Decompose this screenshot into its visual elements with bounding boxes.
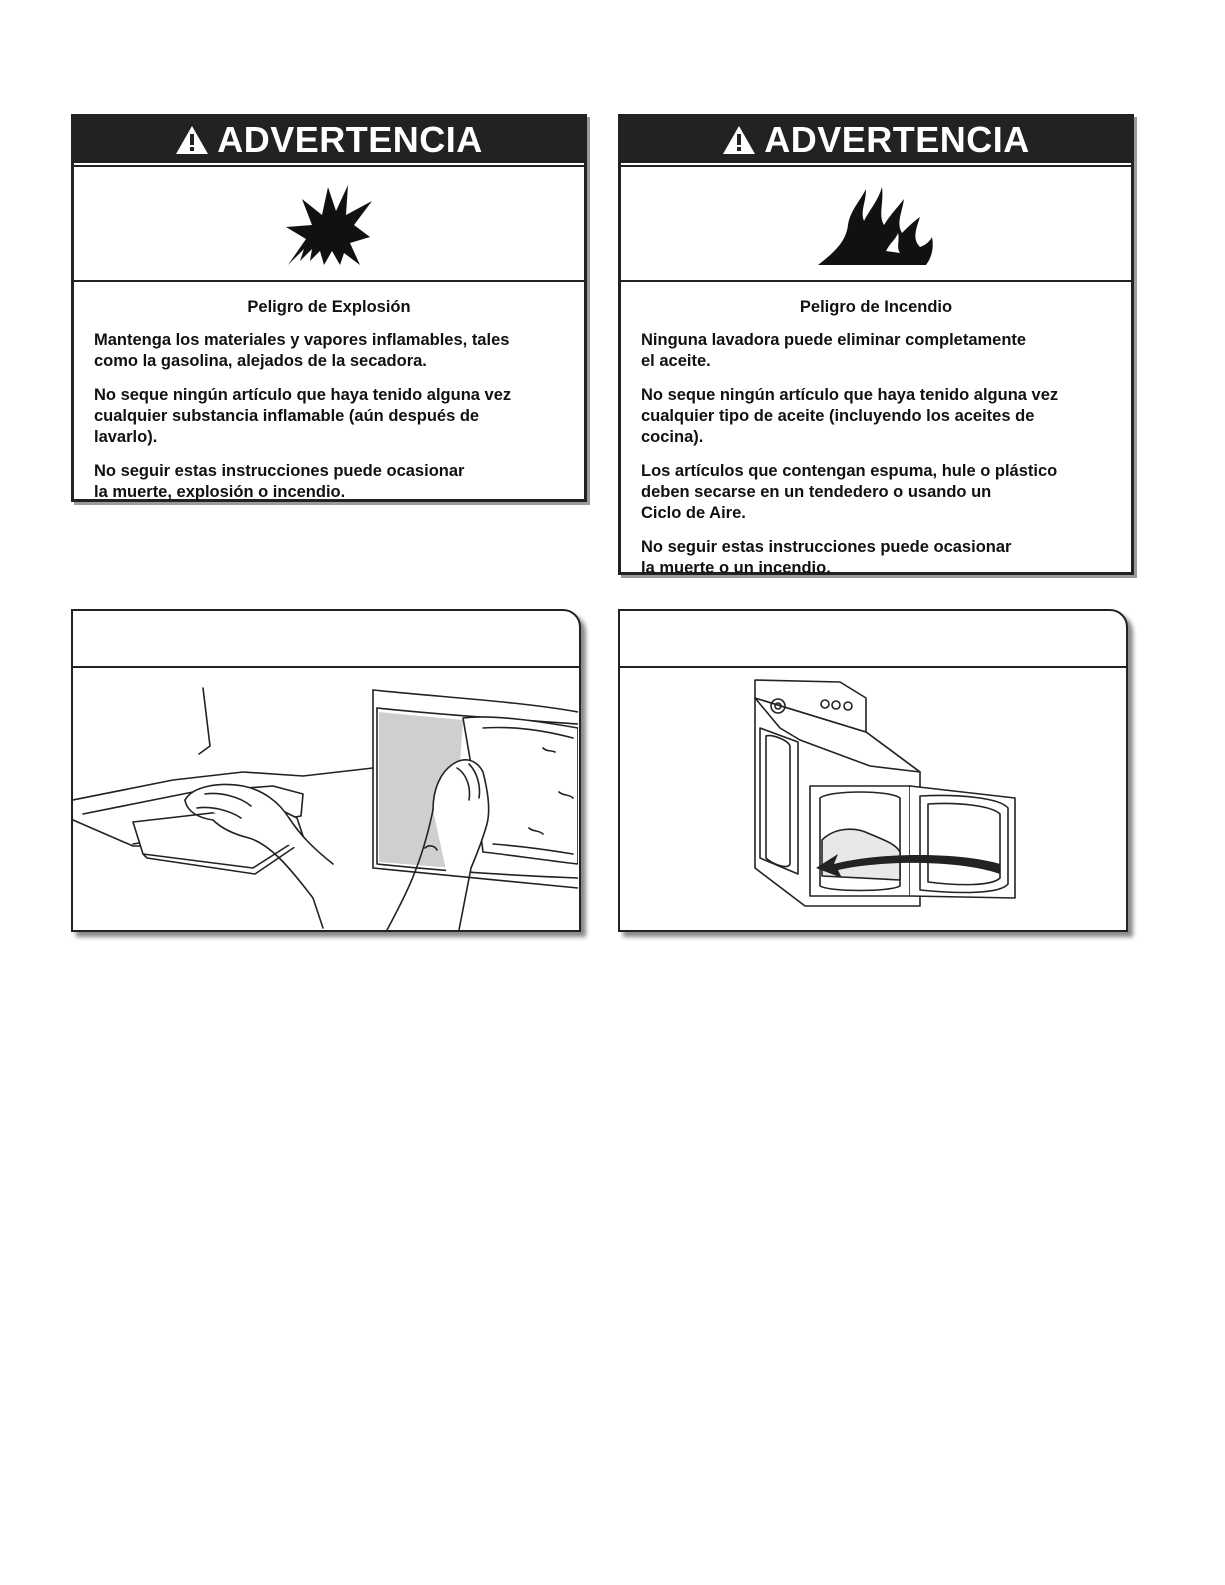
figure-dryer-loading (618, 609, 1128, 932)
dryer-illustration (620, 668, 1126, 930)
warning-paragraph: Los artículos que contengan espuma, hule o plástico deben secarse en un tendedero o usando un Ciclo de Aire. (641, 462, 1058, 522)
figure-caption-bar (73, 611, 579, 668)
warning-triangle-icon (722, 125, 756, 155)
warning-triangle-icon (175, 125, 209, 155)
warning-paragraph: No seque ningún artículo que haya tenido alguna vez cualquier substancia inflamable (aún después de lavarlo). (94, 386, 512, 446)
explosion-icon (284, 181, 374, 267)
warning-paragraph: Mantenga los materiales y vapores inflamables, tales como la gasolina, alejados de la secadora. (94, 331, 510, 370)
warning-paragraph: Ninguna lavadora puede eliminar completamente el aceite. (641, 331, 1027, 370)
hazard-subtitle: Peligro de Explosión (247, 298, 411, 316)
hazard-pictogram (74, 165, 584, 282)
figure-caption-bar (620, 611, 1126, 668)
hazard-subtitle: Peligro de Incendio (799, 298, 953, 316)
signal-word: ADVERTENCIA (764, 119, 1030, 160)
warning-box-fire (618, 114, 1134, 575)
fire-icon (816, 181, 936, 267)
warning-header (621, 117, 1131, 163)
hazard-pictogram (621, 165, 1131, 282)
warning-header (74, 117, 584, 163)
warning-box-explosion (71, 114, 587, 502)
warning-paragraph: No seguir estas instrucciones puede ocasionar la muerte, explosión o incendio. (94, 462, 465, 501)
warning-paragraph: No seguir estas instrucciones puede ocasionar la muerte o un incendio. (641, 538, 1012, 577)
warning-paragraph: No seque ningún artículo que haya tenido alguna vez cualquier tipo de aceite (incluyendo los aceites de cocina). (641, 386, 1059, 446)
lint-screen-illustration (73, 668, 579, 930)
figure-lint-screen (71, 609, 581, 932)
signal-word: ADVERTENCIA (217, 119, 483, 160)
